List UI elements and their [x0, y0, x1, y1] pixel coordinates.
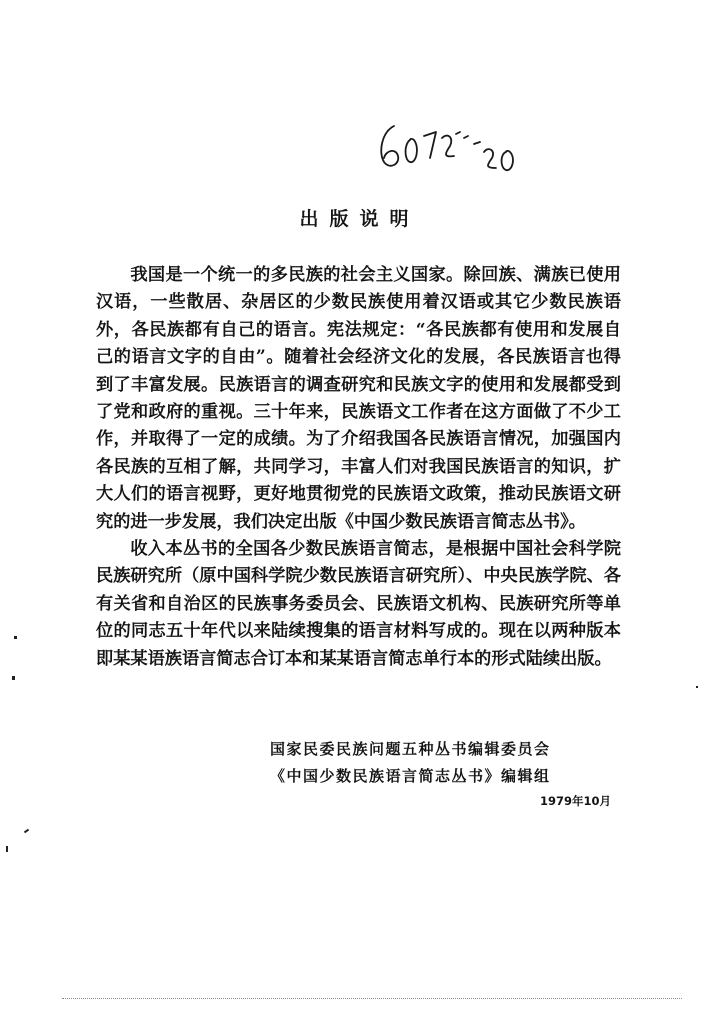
body-text	[96, 262, 621, 673]
signature-committee: 国家民委民族问题五种丛书编辑委员会	[270, 740, 551, 758]
paragraph: 我国是一个统一的多民族的社会主义国家。除回族、满族已使用汉语，一些散居、杂居区的少数民族使用着汉语或其它少数民族语外，各民族都有自己的语言。宪法规定：“各民族都有使用和发展自己的语言文字的自由”。随着社会经济文化的发展，各民族语言也得到了丰富发展。民族语言的调查研究和民族文字的使用和发展都受到了党和政府的重视。三十年来，民族语文工作者在这方面做了不少工作，并取得了一定的成绩。为了介绍我国各民族语言情况，加强国内各民族的互相了解，共同学习，丰富人们对我国民族语言的知识，扩大人们的语言视野，更好地贯彻党的民族语文政策，推动民族语文研究的进一步发展，我们决定出版《中国少数民族语言简志丛书》。	[96, 265, 621, 532]
scan-speck	[696, 686, 698, 688]
scan-speck	[24, 829, 29, 834]
scan-speck	[6, 846, 8, 852]
paragraph: 收入本丛书的全国各少数民族语言简志，是根据中国社会科学院民族研究所（原中国科学院少数民族语言研究所）、中央民族学院、各有关省和自治区的民族事务委员会、民族语文机构、民族研究所等单位的同志五十年代以来陆续搜集的语言材料写成的。现在以两种版本即某某语族语言简志合订本和某某语言简志单行本的形式陆续出版。	[96, 539, 621, 669]
publication-date: 1979年10月	[539, 794, 611, 808]
scan-speck	[12, 676, 15, 680]
bottom-edge-line	[62, 998, 682, 999]
scan-speck	[14, 636, 17, 639]
handwritten-annotation	[372, 118, 522, 188]
svg-text:607-20: 607-20	[372, 118, 376, 119]
signature-editorial-group: 《中国少数民族语言简志丛书》编辑组	[270, 767, 551, 785]
page-title: 出版说明	[299, 208, 420, 230]
